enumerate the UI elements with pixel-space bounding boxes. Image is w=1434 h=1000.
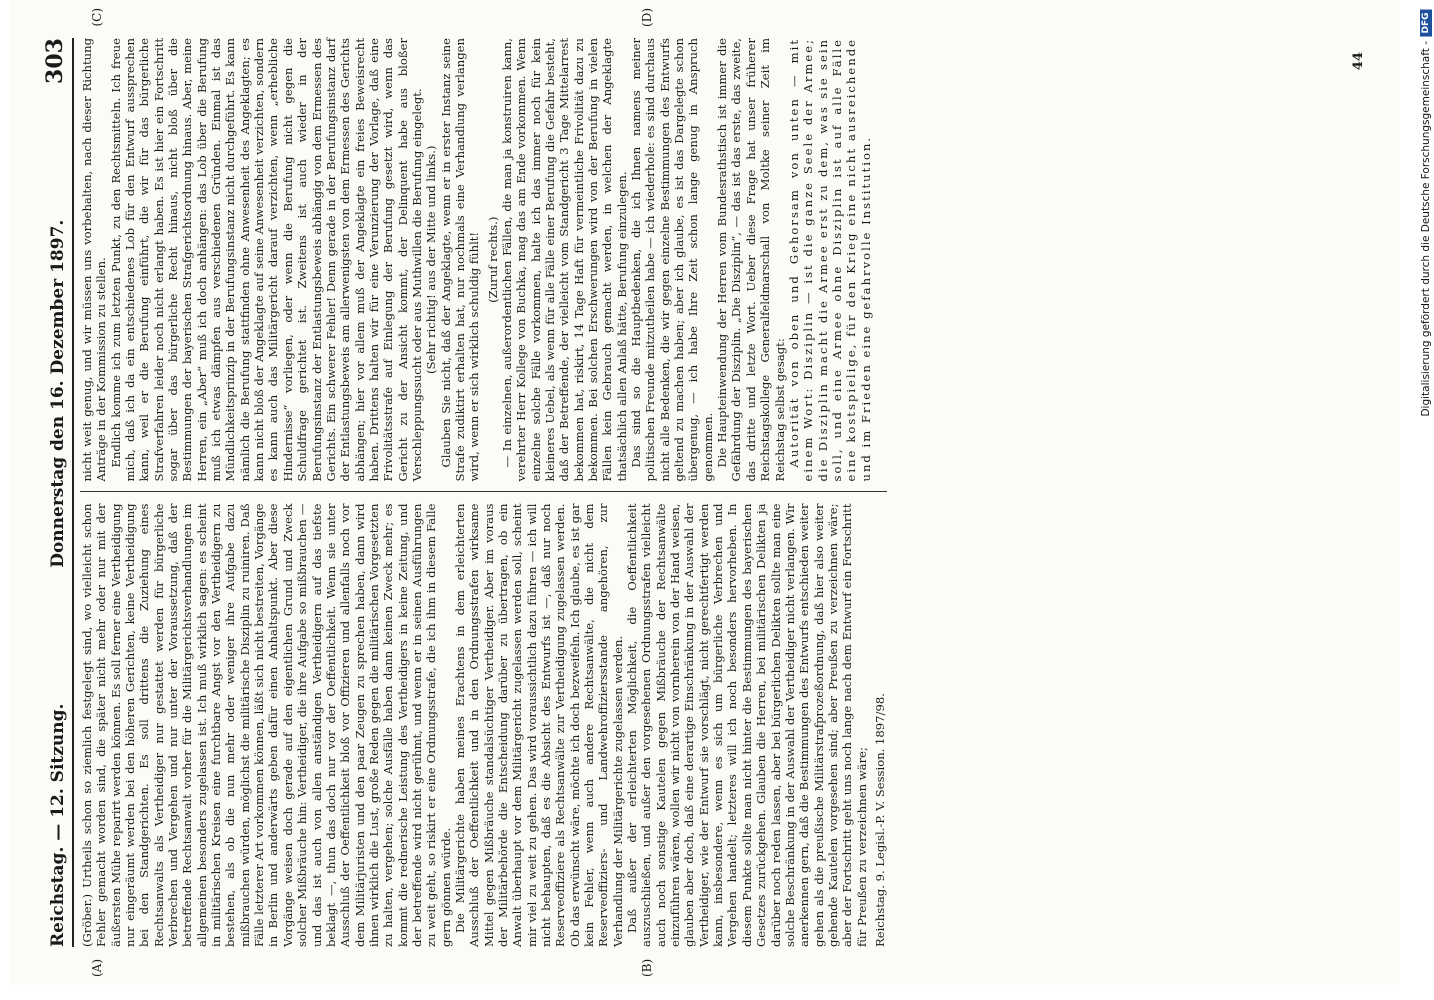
signature-number: 44 [1351, 52, 1366, 71]
right-paragraph-3: Glauben Sie nicht, daß der Angeklagte, wenn er in erster Instanz seine Strafe zudiktirt erhalten hat, nur nochmals eine Verhandlung verlangen wird, wenn er sich wirklich schuldig fühlt! [438, 38, 482, 482]
right-paragraph-1: nicht weit genug, und wir müssen uns vorbehalten, nach dieser Richtung Anträge in der Kommission zu stellen. [80, 38, 109, 482]
credit-text: Digitalisierung gefördert durch die Deutsche Forschungsgemeinschaft - [1420, 41, 1432, 417]
left-paragraph-3: Daß außer der erleichterten Möglichkeit, die Oeffentlichkeit auszuschließen, und außer den vorgesehenen Ordnungsstrafen vielleicht auch noch sonstige Kautelen gegen Mißbräuche der Rechtsanwälte einzuführen wären, wollen wir nicht von vornherein von der Hand weisen, glauben aber doch, daß eine derartige Einschränkung in der Auswahl der Vertheidiger, wie der Entwurf sie vorschlägt, nicht gerechtfertigt werden kann, insbesondere, wenn es sich um bürgerliche Verbrechen und Vergehen handelt; letzteres will ich noch besonders hervorheben. In diesem Punkte sollte man nicht hinter die Bestimmungen des bayerischen Gesetzes zurückgehen. Glauben die Herren, bei militärischen Delikten ja darüber noch reden lassen, aber bei bürgerlichen Delikten sollte man eine solche Beschränkung in der Auswahl der Vertheidiger nicht verlangen. Wir anerkennen gern, daß die Bestimmungen des Entwurfs entschieden weiter gehen als die preußische Militärstrafprozeßordnung, daß hier also weiter gehende Kautelen vorgesehen sind; aber Preußen zu verzeichnen wäre; aber der Fortschritt geht uns noch lange nach dem Entwurf ein Fortschritt für Preußen zu verzeichnen wäre; [625, 503, 869, 947]
header-left: Reichstag. — 12. Sitzung. [48, 703, 68, 947]
right-paragraph-2: Endlich komme ich zum letzten Punkt, zu den Rechtsmitteln. Ich freue mich, daß ich da ein entschiedenes Lob für den Entwurf aussprechen kann, weil er die Berufung einführt, die wir für das bürgerliche Strafverfahren leider noch nicht erlangt haben. Es ist hier ein Fortschritt sogar über das bürgerliche Recht hinaus, nicht bloß über die Bestimmungen der bayerischen Strafgerichtsordnung hinaus. Aber, meine Herren, ein „Aber“ muß ich doch anhängen: das Lob über die Berufung muß ich etwas dämpfen aus verschiedenen Gründen. Einmal ist das Mündlichkeitsprinzip in der Berufungsinstanz nicht durchgeführt. Es kann nämlich die Berufung stattfinden ohne Anwesenheit des Angeklagten; es kann nicht bloß der Angeklagte auf seine Anwesenheit verzichten, sondern es kann auch das Militärgericht darauf verzichten, wenn „erhebliche Hindernisse“ vorliegen, oder wenn die Berufung nicht gegen die Schuldfrage gerichtet ist. Zweitens ist auch wieder in der Berufungsinstanz der Entlastungsbeweis abhängig von dem Ermessen des Gerichts. Ein schwerer Fehler! Denn gerade in der Berufungsinstanz darf der Entlastungsbeweis am allerwenigsten von dem Ermessen des Gerichts abhängen; hier vor allem muß der Angeklagte ein freies Beweisrecht haben. Drittens halten wir für eine Verunzierung der Vorlage, daß eine Frivolitätsstrafe auf Einlegung der Berufung gesetzt wird, wenn das Gericht zu der Ansicht kommt, der Delinquent habe aus bloßer Verschleppungssucht oder aus Muthwillen die Berufung eingelegt. [108, 38, 424, 482]
right-column [80, 8, 887, 482]
digitization-credit [1420, 10, 1432, 417]
interjection-applause: (Sehr richtig! aus der Mitte und links.) [424, 145, 439, 374]
right-paragraph-6: Die Haupteinwendung der Herren vom Bundesrathstisch ist immer die Gefährdung der Disziplin. „Die Disziplin“, — das ist das erste, das zweite, das dritte und letzte Wort. Ueber diese Frage hat unser früherer Reichstagskollege Generalfeldmarschall von Moltke seiner Zeit im Reichstag selbst gesagt: [715, 38, 787, 482]
header-date: Donnerstag den 16. Dezember 1897. [48, 219, 68, 568]
margin-marker-b: (B) [640, 958, 654, 977]
right-paragraph-5: Das sind so die Hauptbedenken, die ich Ihnen namens meiner politischen Freunde mitzutheilen habe — ich wiederhole: es sind durchaus nicht alle Bedenken, die wir gegen einzelne Bestimmungen des Entwurfs geltend zu machen haben; aber ich glaube, es ist das Dargelegte schon übergenug, — ich habe Ihre Zeit schon lange genug in Anspruch genommen. [629, 38, 715, 482]
text-columns [80, 8, 887, 977]
dfg-logo: DFG [1420, 10, 1432, 37]
interjection-right: (Zuruf rechts.) [485, 216, 500, 303]
session-footer: Reichstag. 9. Legisl.-P. V. Session. 1897/98. [872, 693, 887, 947]
right-paragraph-4: — In einzelnen, außerordentlichen Fällen, die man ja konstruiren kann, verehrter Herr Kollege von Buchka, mag das am Ende vorkommen. Wenn einzelne solche Fälle vorkommen, halte ich das immer noch für kein kleineres Uebel, als wenn für alle Fälle einer Berufung die Gefahr besteht, daß der Betreffende, der vielleicht vom Standgericht 3 Tage Mittelarrest bekommen hat, riskirt, 14 Tage Haft für vermeintliche Frivolität dazu zu bekommen. Bei solchen Erschwerungen wird von der Berufung in vielen Fällen kein Gebrauch gemacht werden, in welchen der Angeklagte thatsächlich allen Anlaß hätte, Berufung einzulegen. [499, 38, 629, 482]
left-paragraph-2: Die Militärgerichte haben meines Erachtens in dem erleichterten Ausschluß der Oeffentlichkeit und in den Ordnungsstrafen wirksame Mittel gegen Mißbräuche standalsüchtiger Vertheidiger. Aber im voraus der Militärbehörde die Entscheidung darüber zu übertragen, ob ein Anwalt überhaupt vor dem Militärgericht zugelassen werden soll, scheint mir viel zu weit zu gehen. Das wird voraussichtlich dazu führen — ich will nicht behaupten, daß es die Absicht des Entwurfs ist —, daß nur noch Reserveoffiziere als Rechtsanwälte zur Vertheidigung zugelassen werden. Ob das erwünscht wäre, möchte ich doch bezweifeln. Ich glaube, es ist gar kein Fehler, wenn auch andere Rechtsanwälte, die nicht dem Reserveoffiziers- und Landwehroffiziersstande angehören, zur Verhandlung der Militärgerichte zugelassen werden. [452, 503, 625, 947]
left-paragraph-1: (Gröber.) Urtheils schon so ziemlich festgelegt sind, wo vielleicht schon Fehler gemacht worden sind, die später nicht mehr oder nur mit der äußersten Mühe reparirt werden können. Es soll ferner eine Vertheidigung nur eingeräumt werden bei den höheren Gerichten, keine Vertheidigung bei den Standgerichten. Es soll drittens die Zuziehung eines Rechtsanwalts als Vertheidiger nur gestattet werden für bürgerliche Verbrechen und Vergehen und nur unter der Voraussetzung, daß der betreffende Rechtsanwalt vorher für die Militärgerichtsverhandlungen im allgemeinen besonders zugelassen ist. Ich muß wirklich sagen: es scheint in militärischen Kreisen eine furchtbare Angst vor den Vertheidigern zu bestehen, als ob die nun mehr oder weniger ihre Aufgabe dazu mißbrauchen würden, möglichst die militärische Disziplin zu ruiniren. Daß Fälle letzterer Art vorkommen können, läßt sich nicht bestreiten, Vorgänge in Berlin und anderwärts geben dafür einen Anhaltspunkt. Aber diese Vorgänge weisen doch gerade auf den eigentlichen Grund und Zweck solcher Mißbräuche hin: Vertheidiger, die ihre Aufgabe so mißbrauchen — und das ist auch von allen anständigen Vertheidigern auf das tiefste beklagt —, thun das doch nur vor der Oeffentlichkeit. Wenn sie unter Ausschluß der Oeffentlichkeit bloß vor Offizieren und allenfalls noch vor dem Militärjuristen und den paar Zeugen zu sprechen haben, dann wird ihnen wirklich die Lust, große Reden gegen die militärischen Vorgesetzten zu halten, vergehen; solche Ausfälle haben dann keinen Zweck mehr; es kommt die rednerische Leistung des Vertheidigers in keine Zeitung, und der betreffende wird nicht gerühmt, und wenn er in seinen Ausführungen zu weit geht, so riskirt er eine Ordnungsstrafe, die ich ihm in diesem Falle gern gönnen würde. [80, 503, 453, 947]
header-page-number: 303 [42, 38, 68, 84]
margin-marker-a: (A) [90, 958, 104, 977]
margin-marker-c: (C) [90, 8, 104, 27]
document-page [10, 0, 1400, 985]
margin-marker-d: (D) [640, 8, 654, 27]
moltke-quote: Autorität von oben und Gehorsam von unten — mit einem Wort: Disziplin — ist die ganze Seele der Armee; die Disziplin macht die Armee erst zu dem, was sie sein soll, und eine Armee ohne Disziplin ist auf alle Fälle eine kostspielige, für den Krieg eine nicht ausreichende und im Frieden eine gefahrvolle Institution. [786, 38, 873, 482]
left-column [80, 503, 887, 977]
column-divider [80, 492, 887, 493]
page-header [28, 38, 74, 947]
